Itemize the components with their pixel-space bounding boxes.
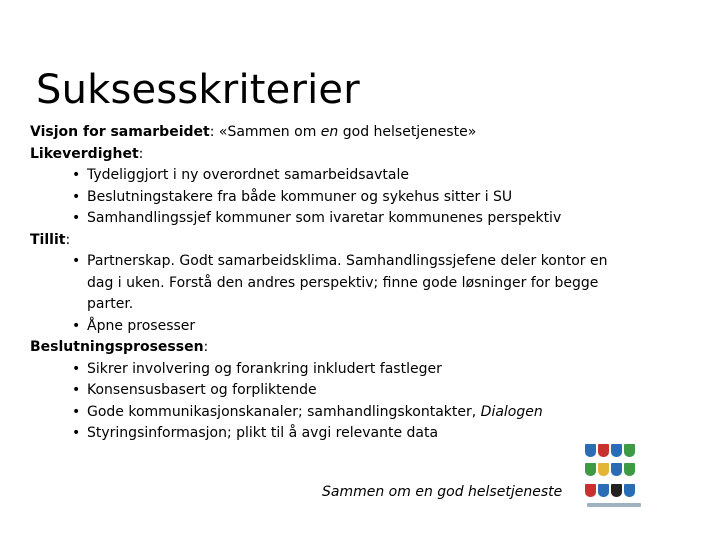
vision-label: Visjon for samarbeidet [30, 124, 210, 140]
section-label: Tillit [30, 231, 66, 248]
municipal-crest-icon [624, 444, 635, 457]
bullet-text: Sikrer involvering og forankring inkludert fastleger [87, 360, 442, 377]
logo-caption-graphic [587, 503, 641, 507]
bullet-icon: • [72, 253, 81, 269]
bullet-text: Styringsinformasjon; plikt til å avgi relevante data [87, 425, 439, 441]
slide-body [30, 122, 630, 445]
vision-text-em: en [320, 124, 339, 140]
section-colon: : [203, 339, 209, 355]
bullet-text: Åpne prosesser [87, 317, 196, 334]
vision-text-post: god helsetjeneste» [338, 124, 477, 140]
bullet-icon: • [72, 210, 81, 226]
section-heading-likeverdighet [30, 144, 630, 166]
bullet-text: Beslutningstakere fra både kommuner og sykehus sitter i SU [87, 188, 513, 205]
bullet-text-pre: Gode kommunikasjonskanaler; samhandlingskontakter, [87, 403, 481, 420]
bullet-text: Partnerskap. Godt samarbeidsklima. Samhandlingssjefene deler kontor en dag i uken. Forstå den andres perspektiv; finne gode løsninger for begge parter. [87, 253, 608, 312]
list-item [30, 165, 622, 187]
municipal-crest-icon [624, 484, 635, 497]
list-item [30, 208, 622, 230]
list-item [30, 423, 622, 445]
bullet-icon: • [72, 360, 81, 377]
vision-line [30, 122, 630, 144]
municipal-crest-icon [585, 484, 596, 497]
municipal-crest-icon [598, 463, 609, 476]
list-item [30, 380, 622, 402]
municipal-crest-icon [598, 484, 609, 497]
vision-text-pre: : «Sammen om [209, 124, 321, 140]
bullet-text-em: Dialogen [480, 403, 543, 420]
list-item [30, 187, 622, 209]
municipal-crest-icon [611, 444, 622, 457]
footer-slogan: Sammen om en god helsetjeneste [322, 484, 563, 500]
list-item [30, 251, 622, 316]
section-colon: : [138, 145, 144, 162]
list-item [30, 359, 622, 381]
list-item [30, 402, 622, 424]
bullet-icon: • [72, 188, 81, 205]
bullet-text: Konsensusbasert og forpliktende [87, 382, 317, 398]
municipal-crest-icon [611, 484, 622, 497]
bullet-text: Samhandlingssjef kommuner som ivaretar kommunenes perspektiv [87, 210, 562, 226]
section-colon: : [65, 231, 71, 248]
bullet-icon: • [72, 317, 81, 334]
bullet-icon: • [72, 403, 81, 420]
section-heading-tillit [30, 230, 630, 252]
section-label: Beslutningsprosessen [30, 339, 204, 355]
section-label: Likeverdighet [30, 145, 139, 162]
municipal-crest-icon [598, 444, 609, 457]
municipal-crest-icon [611, 463, 622, 476]
bullet-text: Tydeliggjort i ny overordnet samarbeidsavtale [87, 167, 409, 183]
municipal-crest-icon [624, 463, 635, 476]
slide-title: Suksesskriterier [36, 67, 360, 113]
municipal-crests-logo [583, 440, 643, 512]
bullet-icon: • [72, 167, 81, 183]
bullet-icon: • [72, 425, 81, 441]
list-item [30, 316, 622, 338]
municipal-crest-icon [585, 463, 596, 476]
bullet-icon: • [72, 382, 81, 398]
municipal-crest-icon [585, 444, 596, 457]
section-heading-beslutning [30, 337, 630, 359]
